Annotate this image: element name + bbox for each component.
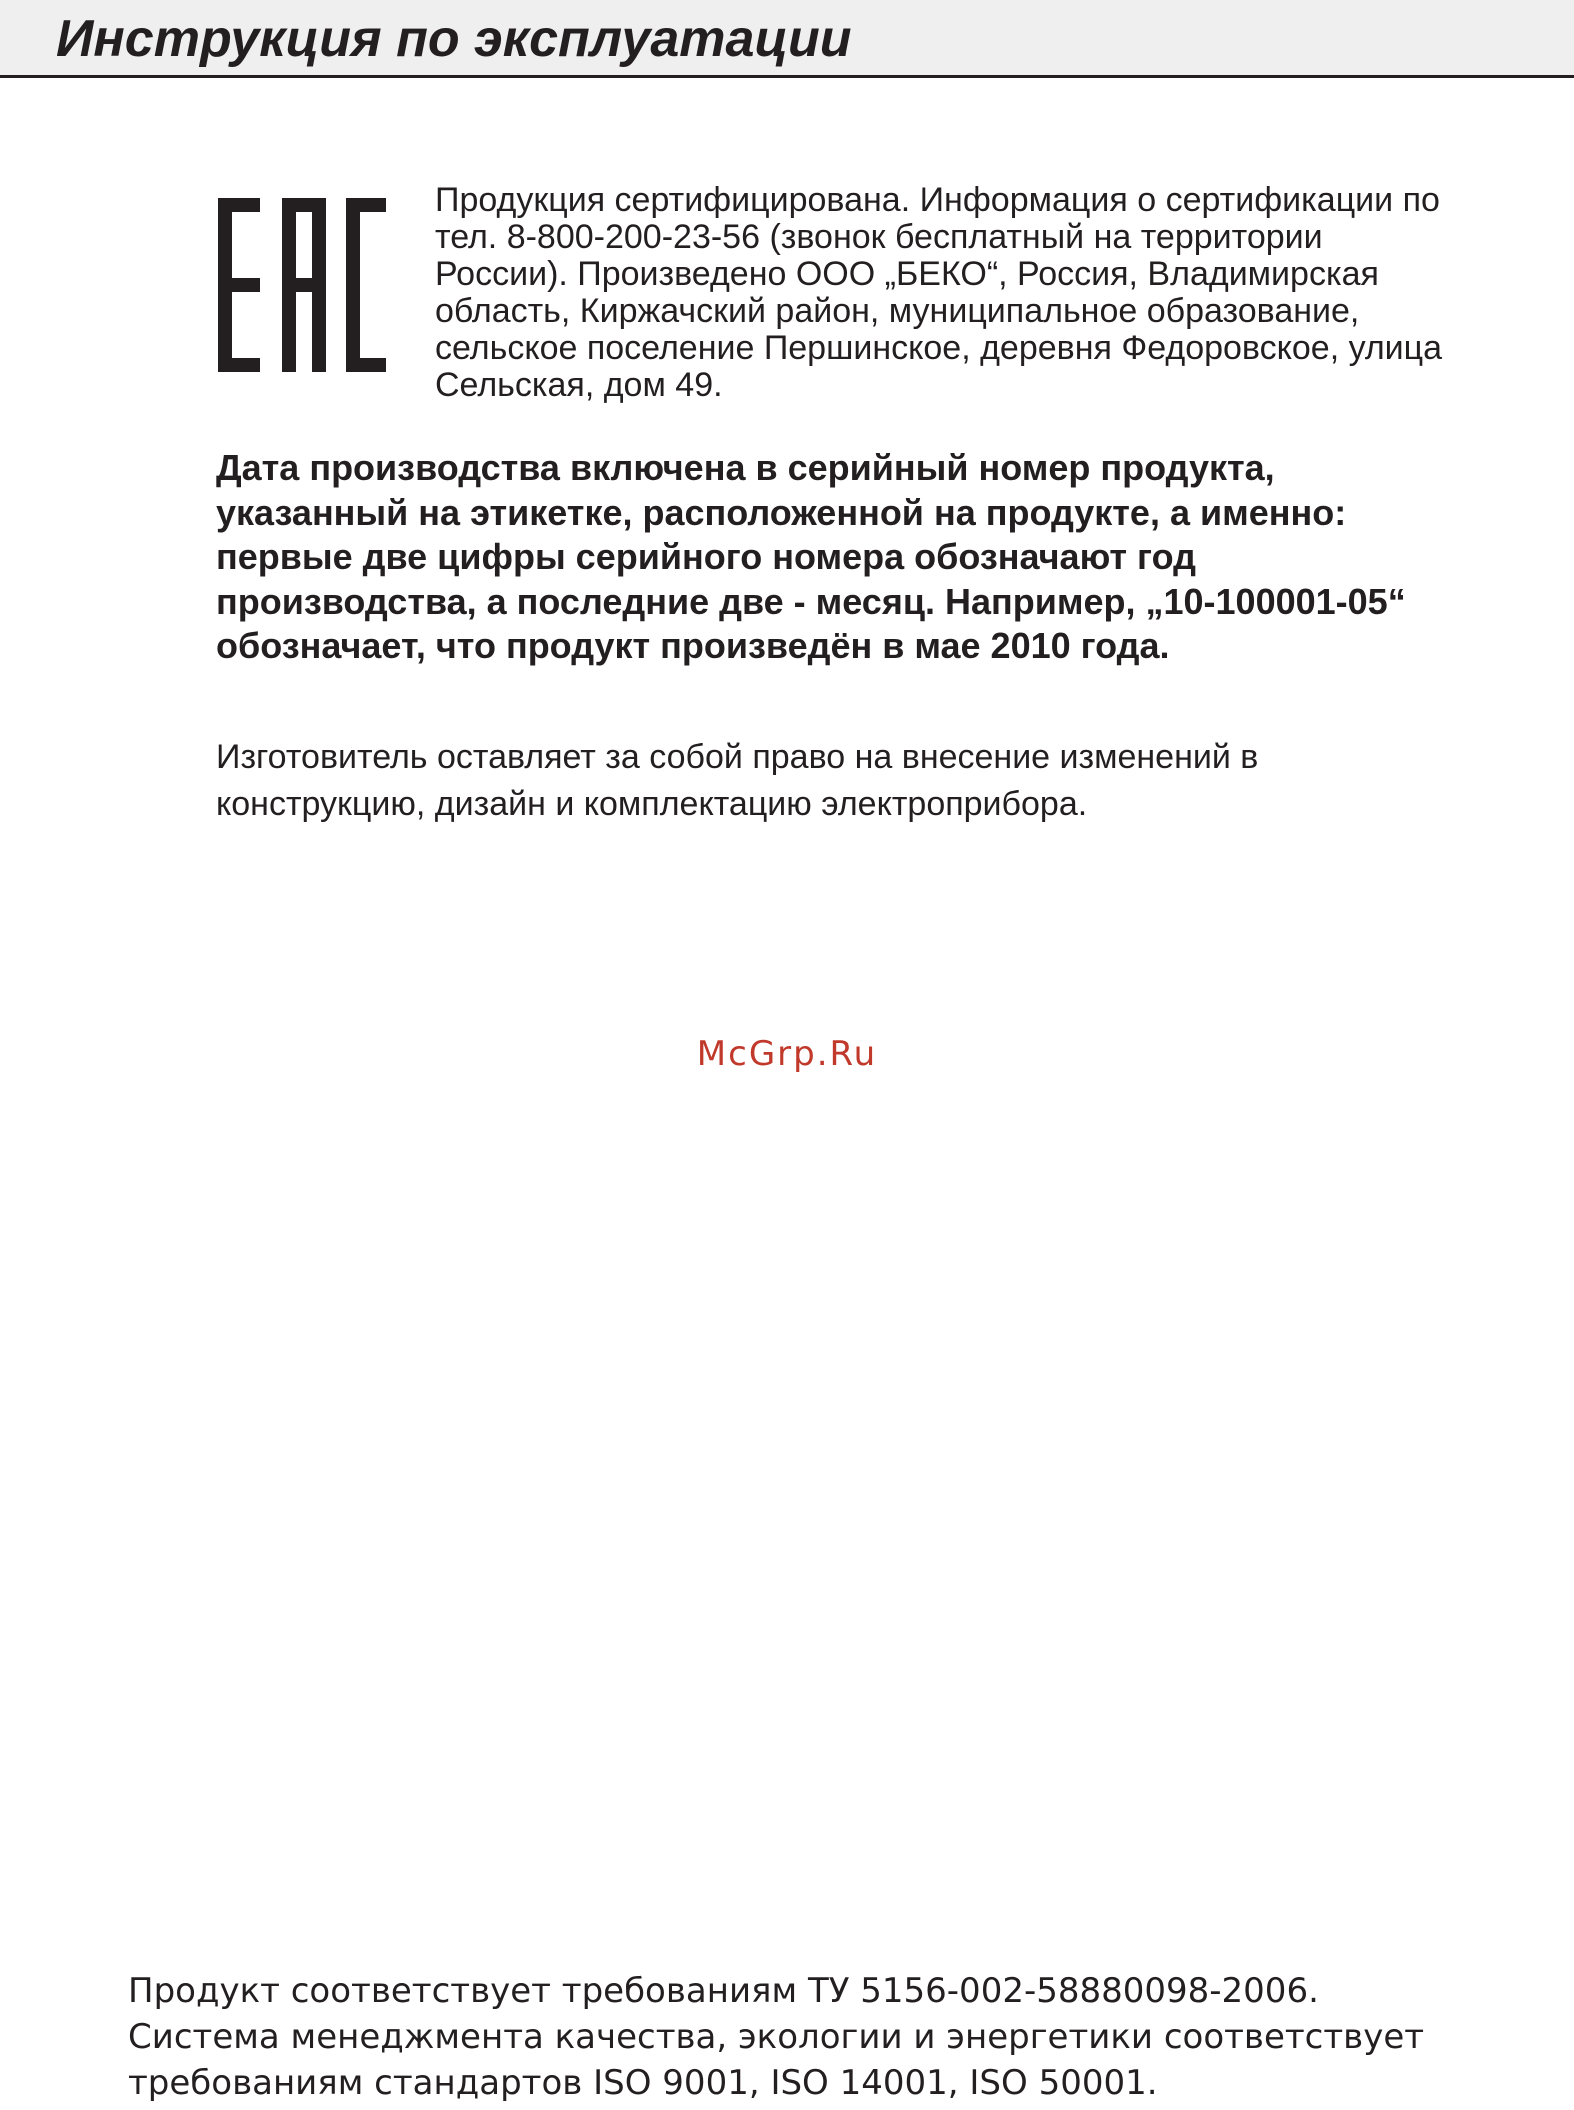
page-title: Инструкция по эксплуатации xyxy=(56,10,852,68)
footer-line-management-system: Система менеджмента качества, экологии и энергетики соответствует xyxy=(128,2017,1425,2057)
eac-mark-icon xyxy=(218,198,386,372)
footer-compliance xyxy=(128,1968,1568,2106)
manufacturer-note: Изготовитель оставляет за собой право на внесение изменений в конструкцию, дизайн и комплектацию электроприбора. xyxy=(216,738,1259,823)
watermark: McGrp.Ru xyxy=(696,1034,878,1074)
production-date-note: Дата производства включена в серийный номер продукта, указанный на этикетке, расположенной на продукте, а именно: первые две цифры серийного номера обозначают год производства, а последние две - месяц. Например, „10-100001-05“ обозначает, что продукт произведён в мае 2010 года. xyxy=(216,447,1406,666)
footer-line-iso: требованиям стандартов ISO 9001, ISO 14001, ISO 50001. xyxy=(128,2063,1158,2103)
header-band xyxy=(0,0,1574,78)
footer-line-standard: Продукт соответствует требованиям ТУ 5156-002-58880098-2006. xyxy=(128,1971,1319,2011)
certification-text: Продукция сертифицирована. Информация о сертификации по тел. 8-800-200-23-56 (звонок бесплатный на территории России). Произведено ООО „БЕКО“, Россия, Владимирская область, Киржачский район, муниципальное образование, сельское поселение Першинское, деревня Федоровское, улица Сельская, дом 49. xyxy=(435,181,1443,404)
